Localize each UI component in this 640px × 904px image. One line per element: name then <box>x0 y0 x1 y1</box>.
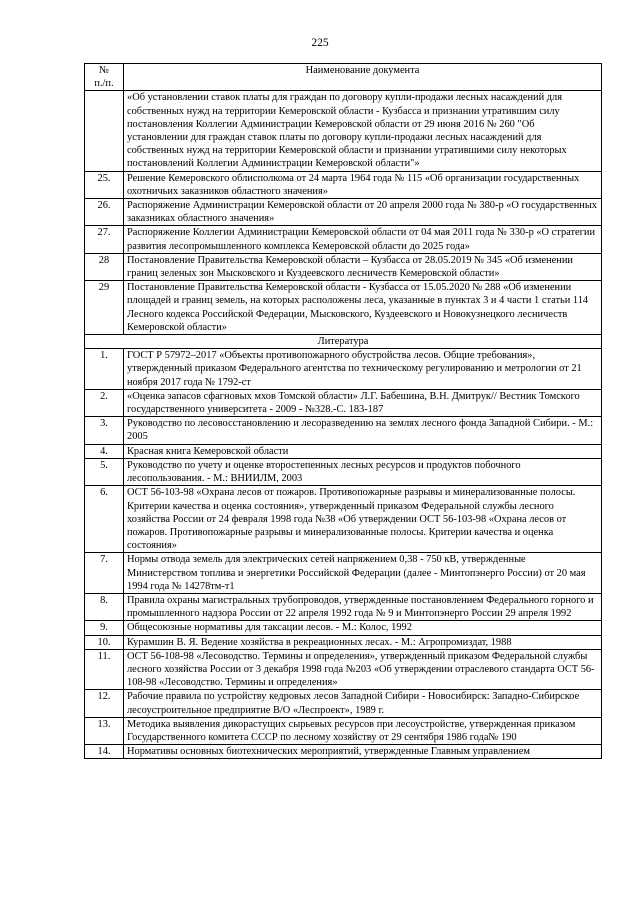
row-number: 8. <box>85 593 124 620</box>
row-text: ОСТ 56-108-98 «Лесоводство. Термины и определения», утвержденный приказом Федеральной службы лесного хозяйства России от 3 декабря 1998 года №203 «Об утверждении отраслевого стандарта ОСТ 56-108-98 «Лесоводство. Термины и определения» <box>124 649 602 690</box>
row-number: 13. <box>85 717 124 744</box>
row-number <box>85 91 124 171</box>
documents-table <box>84 63 602 759</box>
table-row <box>85 745 602 759</box>
table-row <box>85 199 602 226</box>
row-text: Распоряжение Администрации Кемеровской области от 20 апреля 2000 года № 380-р «О государственных заказниках областного значения» <box>124 199 602 226</box>
page-number: 225 <box>311 37 329 49</box>
table-row <box>85 593 602 620</box>
row-text: Постановление Правительства Кемеровской области - Кузбасса от 15.05.2020 № 288 «Об изменении площадей и границ земель, на которых расположены леса, указанные в пунктах 3 и 4 части 1 статьи 114 Лесного кодекса Российской Федерации, Мысковского, Куздеевского и Новокузнецкого лесничеств Кемеровской области» <box>124 281 602 335</box>
row-number: 4. <box>85 444 124 458</box>
table-header-row <box>85 64 602 91</box>
row-text: ГОСТ Р 57972–2017 «Объекты противопожарного обустройства лесов. Общие требования», утвержденный приказом Федерального агентства по техническому регулированию и метрологии от 21 ноября 2017 года № 1792-ст <box>124 349 602 390</box>
row-number: 27. <box>85 226 124 253</box>
row-number: 10. <box>85 635 124 649</box>
table-row <box>85 553 602 594</box>
table-row <box>85 171 602 198</box>
table-row <box>85 389 602 416</box>
table-row <box>85 486 602 553</box>
table-row <box>85 349 602 390</box>
row-text: Руководство по учету и оценке второстепенных лесных ресурсов и продуктов побочного лесопользования. - М.: ВНИИЛМ, 2003 <box>124 458 602 485</box>
row-number: 1. <box>85 349 124 390</box>
table-row <box>85 444 602 458</box>
header-num-symbol: № <box>99 65 109 76</box>
section-row <box>85 335 602 349</box>
row-number: 25. <box>85 171 124 198</box>
table-row <box>85 458 602 485</box>
row-number: 6. <box>85 486 124 553</box>
row-text: Руководство по лесовосстановлению и лесоразведению на землях лесного фонда Западной Сибири. - М.: 2005 <box>124 417 602 444</box>
table-row <box>85 91 602 171</box>
row-text: Распоряжение Коллегии Администрации Кемеровской области от 04 мая 2011 года № 330-р «О стратегии развития лесопромышленного комплекса Кемеровской области до 2025 года» <box>124 226 602 253</box>
table-row <box>85 649 602 690</box>
table-row <box>85 717 602 744</box>
table-row <box>85 281 602 335</box>
row-text: Курамшин В. Я. Ведение хозяйства в рекреационных лесах. - М.: Агропромиздат, 1988 <box>124 635 602 649</box>
row-text: «Об установлении ставок платы для граждан по договору купли-продажи лесных насаждений для собственных нужд на территории Кемеровской области - Кузбасса и признании утратившим силу постановления Коллегии Администрации Кемеровской области от 29 июня 2016 № 260 "Об установлении для граждан ставок платы по договору купли-продажи лесных насаждений для собственных нужд на территории Кемеровской области и признании утратившими силу некоторых постановлений Коллегии Администрации Кемеровской области"» <box>124 91 602 171</box>
row-text: Общесоюзные нормативы для таксации лесов. - М.: Колос, 1992 <box>124 621 602 635</box>
row-number: 7. <box>85 553 124 594</box>
table-row <box>85 635 602 649</box>
table-row <box>85 690 602 717</box>
row-text: Нормы отвода земель для электрических сетей напряжением 0,38 - 750 кВ, утвержденные Министерством топлива и энергетики Российской Федерации (далее - Минтопэнерго России) от 20 мая 1994 года № 14278тм-т1 <box>124 553 602 594</box>
row-number: 2. <box>85 389 124 416</box>
row-number: 9. <box>85 621 124 635</box>
row-text: Постановление Правительства Кемеровской области – Кузбасса от 28.05.2019 № 345 «Об изменении границ зеленых зон Мысковского и Куздеевского лесничеств Кемеровской области» <box>124 253 602 280</box>
table-row <box>85 253 602 280</box>
row-text: Красная книга Кемеровской области <box>124 444 602 458</box>
row-text: Нормативы основных биотехнических мероприятий, утвержденные Главным управлением <box>124 745 602 759</box>
row-text: ОСТ 56-103-98 «Охрана лесов от пожаров. Противопожарные разрывы и минерализованные полосы. Критерии качества и оценка состояния», утвержденный приказом Федеральной службы лесного хозяйства России от 24 февраля 1998 года №38 «Об утверждении ОСТ 56-103-98 «Охрана лесов от пожаров. Противопожарные разрывы и минерализованные полосы. Критерии качества и оценка состояния» <box>124 486 602 553</box>
row-text: Рабочие правила по устройству кедровых лесов Западной Сибири - Новосибирск: Западно-Сибирское лесоустроительное предприятие В/О «Леспроект», 1989 г. <box>124 690 602 717</box>
row-number: 14. <box>85 745 124 759</box>
table-row <box>85 621 602 635</box>
header-num-label: п./п. <box>94 78 114 90</box>
row-number: 5. <box>85 458 124 485</box>
row-number: 26. <box>85 199 124 226</box>
header-title-column: Наименование документа <box>124 64 602 91</box>
row-number: 3. <box>85 417 124 444</box>
row-number: 11. <box>85 649 124 690</box>
row-number: 28 <box>85 253 124 280</box>
table-row <box>85 417 602 444</box>
row-text: Правила охраны магистральных трубопроводов, утвержденные постановлением Федерального горного и промышленного надзора России от 22 апреля 1992 года № 9 и Минтопэнерго России 29 апреля 1992 <box>124 593 602 620</box>
row-text: Решение Кемеровского облисполкома от 24 марта 1964 года № 115 «Об организации государственных охотничьих заказников областного значения» <box>124 171 602 198</box>
row-text: Методика выявления дикорастущих сырьевых ресурсов при лесоустройстве, утвержденная приказом Государственного комитета СССР по лесному хозяйству от 29 сентября 1986 года№ 190 <box>124 717 602 744</box>
header-number-column <box>85 64 124 91</box>
row-number: 12. <box>85 690 124 717</box>
row-text: «Оценка запасов сфагновых мхов Томской области» Л.Г. Бабешина, В.Н. Дмитрук// Вестник Томского государственного университета - 2009 - №328.-С. 183-187 <box>124 389 602 416</box>
section-title-literature: Литература <box>85 335 602 349</box>
row-number: 29 <box>85 281 124 335</box>
table-row <box>85 226 602 253</box>
